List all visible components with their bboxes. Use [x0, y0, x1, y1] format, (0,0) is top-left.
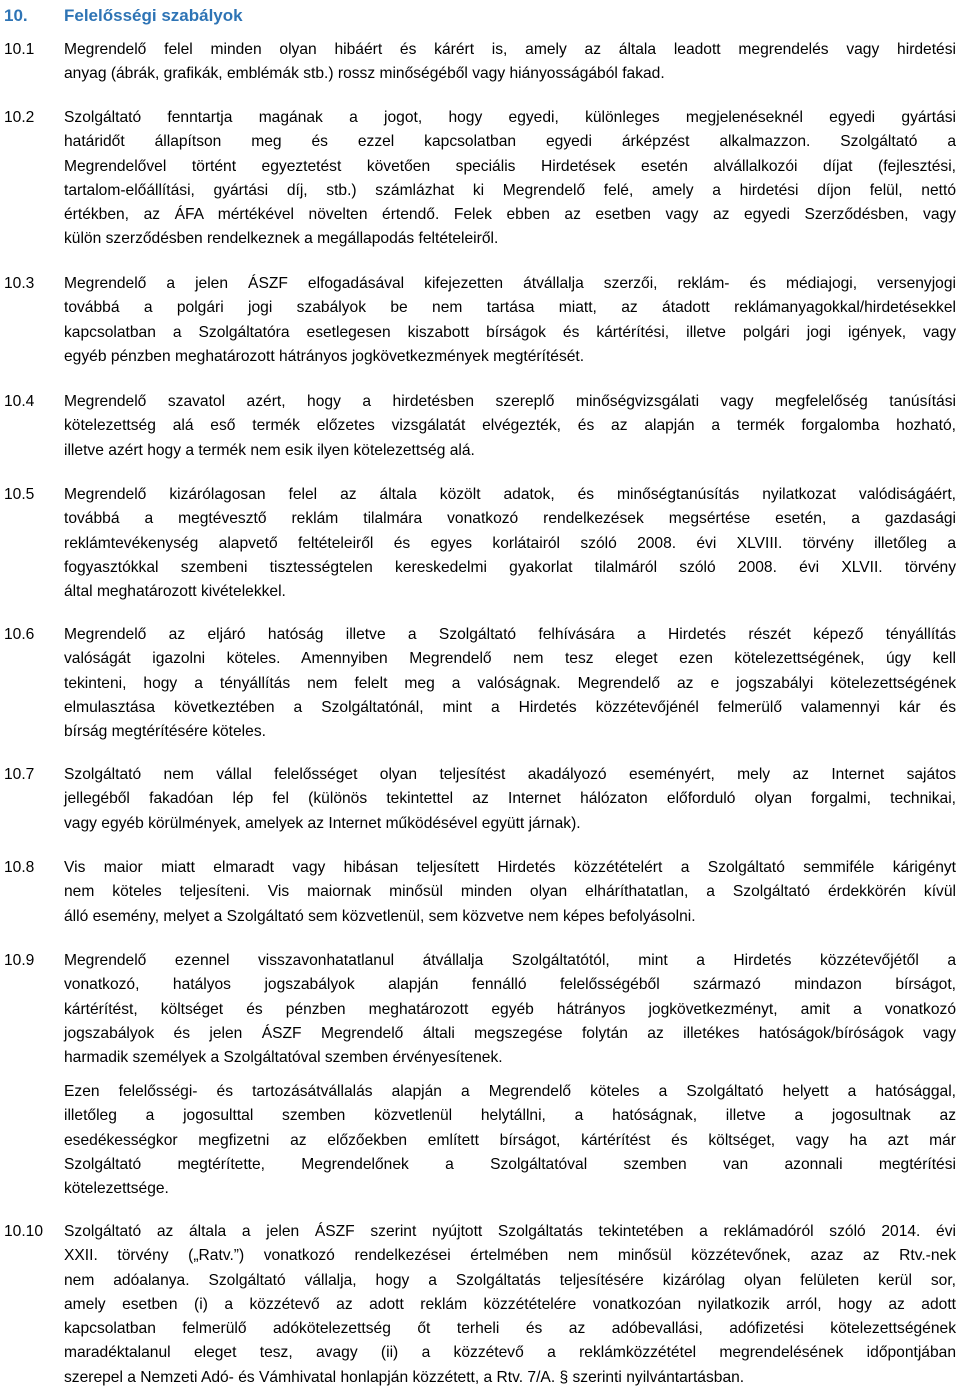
paragraph-line: Megrendelővel történt egyeztetést követően speciális Hirdetések esetén alvállalkozói díjat (fejlesztési, [64, 157, 956, 175]
paragraph-line: vagy egyéb körülmények, amelyek az Internet működésével együtt járnak). [64, 814, 581, 832]
paragraph-10-9 [64, 949, 956, 1070]
paragraph-line: nem köteles teljesíteni. Vis maiornak minősül minden olyan elháríthatatlan, a Szolgáltató érdekkörén kívül [64, 883, 956, 901]
item-number: 10.3 [4, 275, 35, 292]
paragraph-line: Megrendelő a jelen ÁSZF elfogadásával kifejezetten átvállalja szerzői, reklám- és médiajogi, versenyjogi [64, 275, 956, 292]
paragraph-line: tartalom-előállítási, gyártási díj, stb.) számlázhat ki Megrendelő felé, amely a hirdetési díjon felül, nettó [64, 181, 956, 199]
paragraph-10-10 [64, 1220, 956, 1390]
paragraph-line: Ezen felelősségi- és tartozásátvállalás alapján a Megrendelő köteles a Szolgáltató helyett a hatósággal, [64, 1083, 956, 1100]
item-number: 10.6 [4, 626, 35, 643]
paragraph-10-7 [64, 763, 956, 836]
paragraph-10-9-continued [64, 1080, 956, 1201]
section-heading [4, 4, 243, 28]
paragraph-line: kapcsolatban felmerülő adókötelezettség őt terheli és az adóbevallási, adófizetési kötelezettségének [64, 1320, 956, 1338]
paragraph-line: határidőt állapítson meg és ezzel kapcsolatban egyedi árképzést alkalmazzon. Szolgáltató a [64, 133, 956, 151]
paragraph-line: jellegéből fakadóan lép fel (különös tekintettel az Internet hálózaton előforduló olyan forgalmi, technikai, [64, 790, 956, 808]
paragraph-line: anyag (ábrák, grafikák, emblémák stb.) rossz minőségéből vagy hiányosságából fakad. [64, 65, 665, 83]
paragraph-line: által meghatározott kivételekkel. [64, 583, 286, 601]
paragraph-line: Szolgáltató nem vállal felelősséget olyan teljesítést akadályozó eseményért, mely az Internet sajátos [64, 766, 956, 783]
paragraph-line: Szolgáltató fenntartja magának a jogot, hogy egyedi, különleges megjelenéseknél egyedi gyártási [64, 109, 956, 126]
paragraph-line: továbbá a polgári jogi szabályok be nem tartása miatt, az átadott reklámanyagokkal/hirdetésekkel [64, 299, 956, 317]
paragraph-10-8 [64, 856, 956, 929]
item-number: 10.9 [4, 952, 35, 969]
paragraph-line: külön szerződésben rendelkeznek a megállapodás feltételeiről. [64, 230, 499, 248]
paragraph-line: tekinteni, hogy a tényállítás nem felelt meg a valóságnak. Megrendelő az e jogszabályi kötelezettségének [64, 674, 956, 692]
paragraph-line: illetve azért hogy a termék nem esik ilyen kötelezettség alá. [64, 441, 475, 459]
paragraph-line: Vis maior miatt elmaradt vagy hibásan teljesített Hirdetés közzétételért a Szolgáltató semmiféle kárigényt [64, 859, 956, 876]
paragraph-line: továbbá a megtévesztő reklám tilalmára vonatkozó rendelkezések megsértése esetén, a gazdasági [64, 510, 956, 528]
paragraph-line: jogszabályok és jelen ÁSZF Megrendelő általi megszegése folytán az illetékes hatóságok/bíróságok vagy [64, 1024, 956, 1042]
paragraph-line: reklámtevékenység alapvető feltételeiről és egyes korlátairól szóló 2008. évi XLVIII. törvény illetőleg a [64, 534, 956, 552]
paragraph-line: Szolgáltató az általa a jelen ÁSZF szerint nyújtott Szolgáltatás tekintetében a reklámadóról szóló 2014. évi [64, 1223, 956, 1240]
paragraph-line: álló esemény, melyet a Szolgáltató sem közvetlenül, sem közvetve nem képes befolyásolni. [64, 907, 696, 925]
paragraph-line: amely esetben (i) a közzétevő az adott reklám közzétételére vonatkozóan nyilatkozik arról, hogy az adott [64, 1295, 956, 1313]
paragraph-10-1 [64, 38, 956, 87]
paragraph-line: illetőleg a jogosulttal szemben közvetlenül helytállni, a hatóságnak, illetve a jogosultnak az [64, 1107, 956, 1125]
paragraph-line: egyéb pénzben meghatározott hátrányos jogkövetkezmények megtérítését. [64, 347, 585, 365]
paragraph-10-6 [64, 623, 956, 744]
paragraph-line: fogyasztókkal szembeni tisztességtelen kereskedelmi gyakorlat tilalmáról szóló 2008. évi XLVII. törvény [64, 558, 956, 576]
paragraph-10-5 [64, 483, 956, 604]
paragraph-line: kötelezettség alá eső termék előzetes vizsgálatát elvégezték, és az alapján a termék forgalomba hozható, [64, 417, 956, 435]
paragraph-10-3 [64, 272, 956, 369]
section-title: Felelősségi szabályok [64, 6, 243, 25]
paragraph-line: Megrendelő ezennel visszavonhatatlanul átvállalja Szolgáltatótól, mint a Hirdetés közzétevőjétől a [64, 952, 956, 969]
item-number: 10.7 [4, 766, 35, 783]
paragraph-line: kártérítést, költséget és pénzben meghatározott egyéb hátrányos jogkövetkezményt, amit a vonatkozó [64, 1000, 956, 1018]
paragraph-line: Megrendelő az eljáró hatóság illetve a Szolgáltató felhívására a Hirdetés részét képező tényállítás [64, 626, 956, 643]
paragraph-10-4 [64, 390, 956, 463]
paragraph-line: esedékességkor megfizetni az előzőekben említett bírságot, kártérítést és költséget, vagy ha azt már [64, 1131, 956, 1149]
paragraph-line: nem adóalanya. Szolgáltató vállalja, hogy a Szolgáltatás teljesítésére kizárólag olyan felületen kerül sor, [64, 1271, 956, 1289]
paragraph-line: kapcsolatban a Szolgáltatóra esetlegesen kiszabott bírságok és kártérítési, illetve polgári jogi igények, vagy [64, 323, 956, 341]
paragraph-line: kötelezettsége. [64, 1180, 169, 1198]
item-number: 10.10 [4, 1223, 44, 1240]
paragraph-line: Szolgáltató megtérítette, Megrendelőnek a Szolgáltatóval szemben van azonnali megtérítési [64, 1155, 956, 1173]
item-number: 10.8 [4, 859, 35, 876]
paragraph-10-2 [64, 106, 956, 252]
item-number: 10.5 [4, 486, 35, 503]
paragraph-line: maradéktalanul eleget tesz, avagy (ii) a közzétevő a reklámközzététel megrendelésének időpontjában [64, 1344, 956, 1362]
paragraph-line: szerepel a Nemzeti Adó- és Vámhivatal honlapján közzétett, a Rtv. 7/A. § szerinti nyilvántartásban. [64, 1368, 745, 1386]
paragraph-line: Megrendelő kizárólagosan felel az általa közölt adatok, és minőségtanúsítás nyilatkozat valódiságáért, [64, 486, 956, 503]
item-number: 10.2 [4, 109, 35, 126]
item-number: 10.4 [4, 393, 35, 410]
paragraph-line: értékben, az ÁFA mértékével növelten értendő. Felek ebben az esetben vagy az egyedi Szerződésben, vagy [64, 206, 956, 224]
paragraph-line: vonatkozó, hatályos jogszabályok alapján fennálló felelősségéből származó mindazon bírságot, [64, 976, 956, 994]
paragraph-line: elmulasztása következtében a Szolgáltatónál, mint a Hirdetés közzétevőjénél felmerülő valamennyi kár és [64, 698, 956, 716]
paragraph-line: harmadik személyek a Szolgáltatóval szemben érvényesítenek. [64, 1049, 503, 1067]
section-number: 10. [4, 6, 28, 25]
paragraph-line: valóságát igazolni köteles. Amennyiben Megrendelő nem tesz eleget ezen kötelezettségének, úgy kell [64, 650, 956, 668]
paragraph-line: Megrendelő felel minden olyan hibáért és kárért is, amely az általa leadott megrendelés vagy hirdetési [64, 41, 956, 58]
paragraph-line: Megrendelő szavatol azért, hogy a hirdetésben szereplő minőségvizsgálati vagy megfelelőség tanúsítási [64, 393, 956, 410]
item-number: 10.1 [4, 41, 35, 58]
paragraph-line: XXII. törvény („Ratv.”) vonatkozó rendelkezései értelmében nem minősül közzétevőnek, azaz az Rtv.-nek [64, 1247, 956, 1265]
paragraph-line: bírság megtérítésére köteles. [64, 723, 266, 741]
